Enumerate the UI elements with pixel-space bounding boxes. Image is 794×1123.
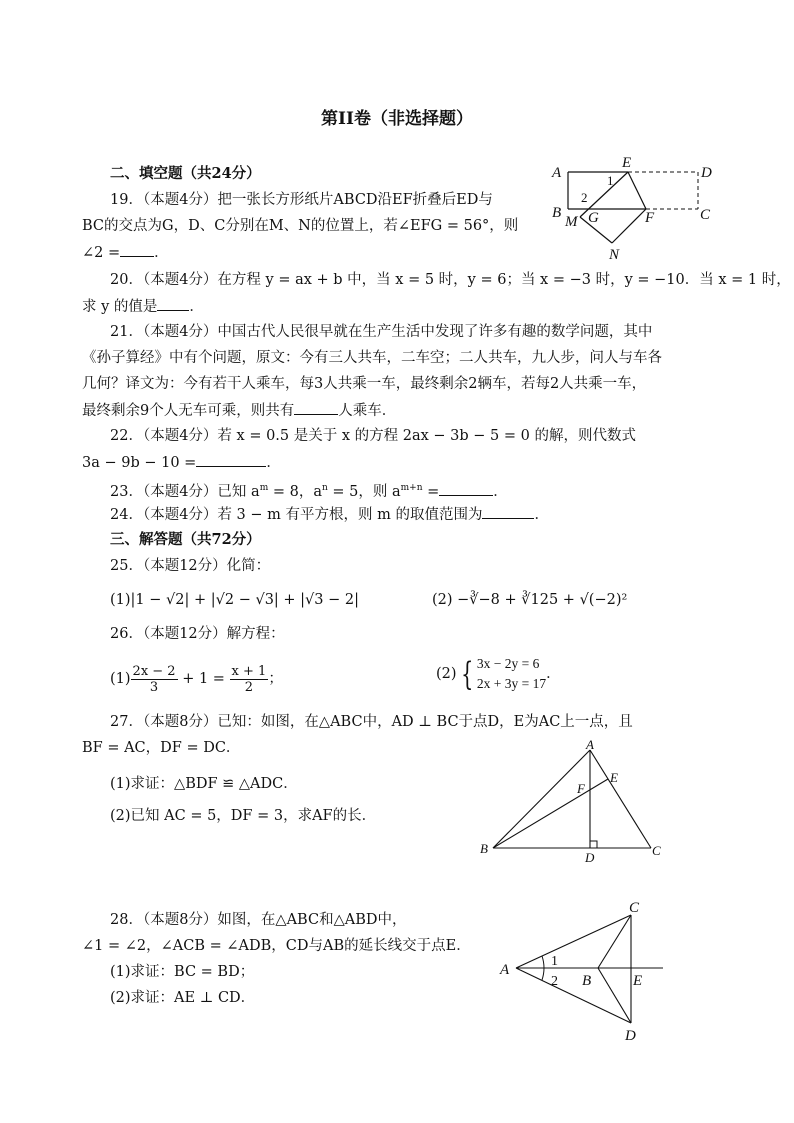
q26-p1-label: (1)	[110, 671, 131, 687]
q24-end: ．	[534, 507, 549, 523]
q27-label-E: E	[610, 770, 618, 785]
q21-line4-text: 最终剩余9个人无车可乘，则共有	[82, 403, 295, 419]
q19-label-N: N	[609, 247, 620, 263]
q28-label-A: A	[500, 962, 510, 978]
q22-answer-blank[interactable]	[196, 452, 266, 467]
section-heading-fill-in: 二、填空题（共24分）	[110, 165, 261, 182]
q19-edge-EF	[628, 172, 646, 209]
q23-sup-m: m	[259, 483, 269, 493]
q27-figure	[475, 737, 670, 865]
q23-text-c: = 5，则 a	[327, 483, 401, 500]
q26-p2-eq1: 3x − 2y = 6	[476, 656, 540, 671]
q19-line3-end: ．	[154, 245, 169, 261]
q22-line2-end: ．	[266, 455, 281, 471]
q27-edge-AC	[590, 750, 651, 848]
q26-p2-label: (2)	[436, 666, 457, 682]
q27-right-angle-mark	[590, 841, 597, 848]
q22-line2	[82, 452, 281, 473]
q26-p2-eq2: 2x + 3y = 17	[476, 676, 547, 691]
q26-heading: 26．（本题12分）解方程：	[110, 626, 285, 642]
q27-label-D: D	[585, 850, 595, 865]
q24-line	[110, 504, 549, 525]
q19-answer-blank[interactable]	[120, 242, 154, 257]
q24-text: 24．（本题4分）若 3 − m 有平方根，则 m 的取值范围为	[110, 507, 483, 523]
q23-text-d: =	[422, 483, 440, 500]
q19-label-F: F	[645, 210, 655, 226]
q19-label-B: B	[552, 205, 562, 221]
q28-label-B: B	[582, 973, 592, 989]
q28-label-E: E	[633, 973, 643, 989]
q26-p2-end: ．	[546, 666, 561, 682]
q28-line1: 28．（本题8分）如图，在△ABC和△ABD中，	[110, 912, 407, 928]
q28-line2: ∠1 = ∠2，∠ACB = ∠ADB，CD与AB的延长线交于点E．	[82, 938, 471, 954]
q28-edge-AC	[516, 915, 631, 968]
q28-edge-AD	[516, 968, 631, 1023]
q19-line3	[82, 242, 169, 263]
q26-p1-num1: 2x − 2	[132, 663, 176, 679]
q19-label-D: D	[701, 165, 712, 181]
q23-text-a: 23．（本题4分）已知 a	[110, 483, 260, 500]
q23-sup-mn: m+n	[400, 483, 423, 493]
q23-answer-blank[interactable]	[439, 481, 493, 496]
q28-part2: (2)求证：AE ⊥ CD．	[110, 990, 256, 1006]
q21-line4-end: 人乘车．	[338, 403, 397, 419]
q21-line2: 《孙子算经》中有个问题，原文：今有三人共车，二车空；二人共车，九人步，问人与车各	[82, 350, 662, 366]
q28-angle-2: 2	[551, 974, 558, 989]
q27-part2: (2)已知 AC = 5，DF = 3，求AF的长．	[110, 808, 377, 824]
q22-line2-text: 3a − 9b − 10 =	[82, 455, 197, 471]
q19-line1: 19．（本题4分）把一张长方形纸片ABCD沿EF折叠后ED与	[110, 192, 493, 208]
q24-answer-blank[interactable]	[482, 504, 534, 519]
q27-line2: BF = AC，DF = DC．	[82, 740, 241, 756]
q26-p1-mid: + 1 =	[182, 671, 225, 687]
q19-figure	[550, 155, 725, 265]
q28-part1: (1)求证：BC = BD；	[110, 964, 255, 980]
q21-line3: 几何？译文为：今有若干人乘车，每3人共乘一车，最终剩余2辆车，若每2人共乘一车，	[82, 376, 647, 392]
q23-text-b: = 8，a	[268, 483, 322, 500]
q26-p1-den2: 2	[244, 679, 254, 695]
q26-part1	[110, 662, 283, 696]
q20-answer-blank[interactable]	[157, 296, 189, 311]
q28-angle-1: 1	[551, 954, 558, 969]
q25-part2: (2) −∛−8 + ∛125 + √(−2)²	[432, 592, 628, 608]
q28-label-D: D	[625, 1028, 636, 1044]
q26-part2	[436, 654, 561, 694]
q20-line2	[82, 296, 204, 317]
section-heading-answers: 三、解答题（共72分）	[110, 531, 261, 548]
q20-line1: 20．（本题4分）在方程 y = ax + b 中，当 x = 5 时，y = 6；当 x = −3 时，y = −10．当 x = 1 时，	[110, 272, 791, 288]
q26-p2-brace: {	[460, 655, 473, 693]
q26-p1-fraction-right	[230, 664, 269, 695]
q19-edge-NF	[612, 209, 646, 243]
q21-line4	[82, 400, 396, 421]
q21-line1: 21．（本题4分）中国古代人民很早就在生产生活中发现了许多有趣的数学问题，其中	[110, 324, 653, 340]
q28-figure	[498, 895, 673, 1045]
page-title: 第II卷（非选择题）	[321, 109, 473, 129]
q21-answer-blank[interactable]	[294, 400, 338, 415]
q27-part1: (1)求证：△BDF ≌ △ADC．	[110, 776, 298, 792]
q27-label-C: C	[652, 843, 661, 858]
q19-label-E: E	[622, 155, 632, 171]
q20-line2-end: ．	[189, 299, 204, 315]
q19-label-G: G	[588, 210, 599, 226]
q19-label-M: M	[565, 214, 578, 230]
q27-label-A: A	[586, 737, 594, 752]
q23-sup-n: n	[321, 483, 328, 493]
q25-part1: (1)|1 − √2| + |√2 − √3| + |√3 − 2|	[110, 592, 359, 608]
q26-p1-num2: x + 1	[231, 663, 267, 679]
q26-p1-end: ；	[268, 671, 283, 687]
q26-p1-den1: 3	[149, 679, 159, 695]
q19-line3-text: ∠2 =	[82, 245, 121, 261]
q28-label-C: C	[629, 900, 640, 916]
q19-label-A: A	[552, 165, 562, 181]
q20-line2-text: 求 y 的值是	[82, 299, 158, 315]
q19-angle-2: 2	[581, 190, 588, 205]
q26-p2-system	[477, 654, 546, 694]
q19-line2: BC的交点为G，D、C分别在M、N的位置上，若∠EFG = 56°，则	[82, 218, 519, 234]
q19-angle-1: 1	[607, 173, 614, 188]
q27-label-B: B	[480, 841, 488, 856]
q23-text-e: ．	[493, 483, 508, 500]
q27-line1: 27．（本题8分）已知：如图，在△ABC中，AD ⊥ BC于点D，E为AC上一点，且	[110, 714, 633, 730]
q25-heading: 25．（本题12分）化简：	[110, 558, 271, 574]
q27-label-F: F	[577, 781, 585, 796]
q23-line	[110, 478, 508, 502]
q26-p1-fraction-left	[131, 664, 178, 695]
q22-line1: 22．（本题4分）若 x = 0.5 是关于 x 的方程 2ax − 3b − 5 = 0 的解，则代数式	[110, 428, 636, 444]
q19-label-C: C	[700, 207, 711, 223]
